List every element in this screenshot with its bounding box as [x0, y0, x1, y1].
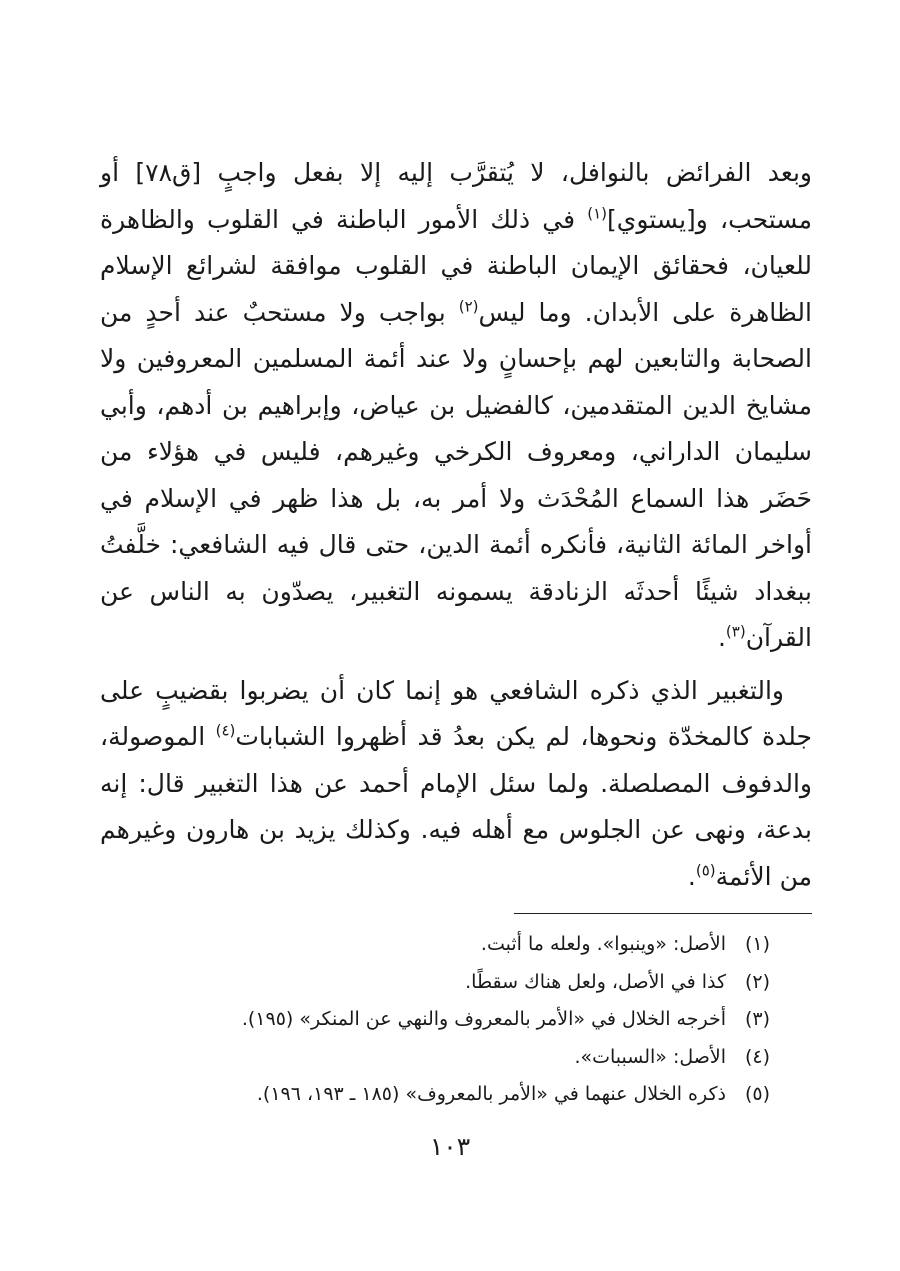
footnote-text: ذكره الخلال عنهما في «الأمر بالمعروف» (١٨٥ ـ ١٩٣، ١٩٦). [256, 1083, 726, 1105]
footnote-5 [210, 1076, 770, 1114]
footnote-text: الأصل: «وينبوا». ولعله ما أثبت. [480, 933, 726, 955]
footnote-ref-4: (٤) [215, 721, 236, 740]
footnote-4 [210, 1039, 770, 1077]
footnote-ref-1: (١) [587, 204, 607, 223]
paragraph-1-text-1: وبعد الفرائض بالنوافل، لا يُتقرَّب إليه إلا بفعل واجبٍ [ق٧٨] أو مستحب، و[يستوي] [100, 158, 812, 234]
footnote-text: كذا في الأصل، ولعل هناك سقطًا. [465, 970, 726, 993]
footnote-divider [514, 913, 812, 914]
footnote-number: (٢) [744, 970, 770, 993]
footnote-ref-3: (٣) [725, 622, 746, 641]
paragraph-2-text-1: والتغبير الذي ذكره الشافعي هو إنما كان أن يضربوا بقضيبٍ على جلدة كالمخدّة ونحوها، لم يكن بعدُ قد أظهروا الشبابات [100, 675, 812, 751]
footnote-text: الأصل: «السببات». [574, 1045, 726, 1068]
footnotes [210, 926, 770, 1114]
footnote-number: (٥) [744, 1083, 770, 1105]
footnote-text: أخرجه الخلال في «الأمر بالمعروف والنهي عن المنكر» (١٩٥). [241, 1008, 726, 1030]
paragraph-2-text-3: . [687, 861, 696, 891]
page-number: ١٠٣ [429, 1132, 471, 1161]
paragraph-1 [100, 150, 812, 662]
footnote-number: (٤) [744, 1045, 770, 1068]
footnote-ref-5: (٥) [695, 861, 716, 880]
footnote-number: (٣) [744, 1008, 770, 1030]
paragraph-2-text-2: الموصولة، والدفوف المصلصلة. ولما سئل الإمام أحمد عن هذا التغبير قال: إنه بدعة، ونهى عن الجلوس مع أهله فيه. وكذلك يزيد بن هارون وغيرهم من الأئمة [100, 722, 812, 891]
footnote-number: (١) [744, 933, 770, 955]
footnote-ref-2: (٢) [458, 297, 479, 316]
footnote-3 [210, 1001, 770, 1039]
main-text [100, 150, 812, 900]
paragraph-1-text-3: بواجب ولا مستحبٌ عند أحدٍ من الصحابة والتابعين لهم بإحسانٍ ولا عند أئمة المسلمين المعروفين ولا مشايخ الدين المتقدمين، كالفضيل بن عياض، وإبراهيم بن أدهم، وأبي سليمان الداراني، ومعروف الكرخي وغيرهم، فليس في هؤلاء من حَضَر هذا السماع المُحْدَث ولا أمر به، بل هذا ظهر في الإسلام في أواخر المائة الثانية، فأنكره أئمة الدين، حتى قال فيه الشافعي: خلَّفتُ ببغداد شيئًا أحدثَه الزنادقة يسمونه التغبير، يصدّون به الناس عن القرآن [100, 297, 812, 652]
paragraph-2 [100, 668, 812, 901]
paragraph-1-text-2: في ذلك الأمور الباطنة في القلوب والظاهرة للعيان، فحقائق الإيمان الباطنة في القلوب موافقة لشرائع الإسلام الظاهرة على الأبدان. وما ليس [100, 204, 812, 327]
footnote-1 [210, 926, 770, 964]
paragraph-1-text-4: . [717, 623, 726, 652]
footnote-2 [210, 964, 770, 1002]
